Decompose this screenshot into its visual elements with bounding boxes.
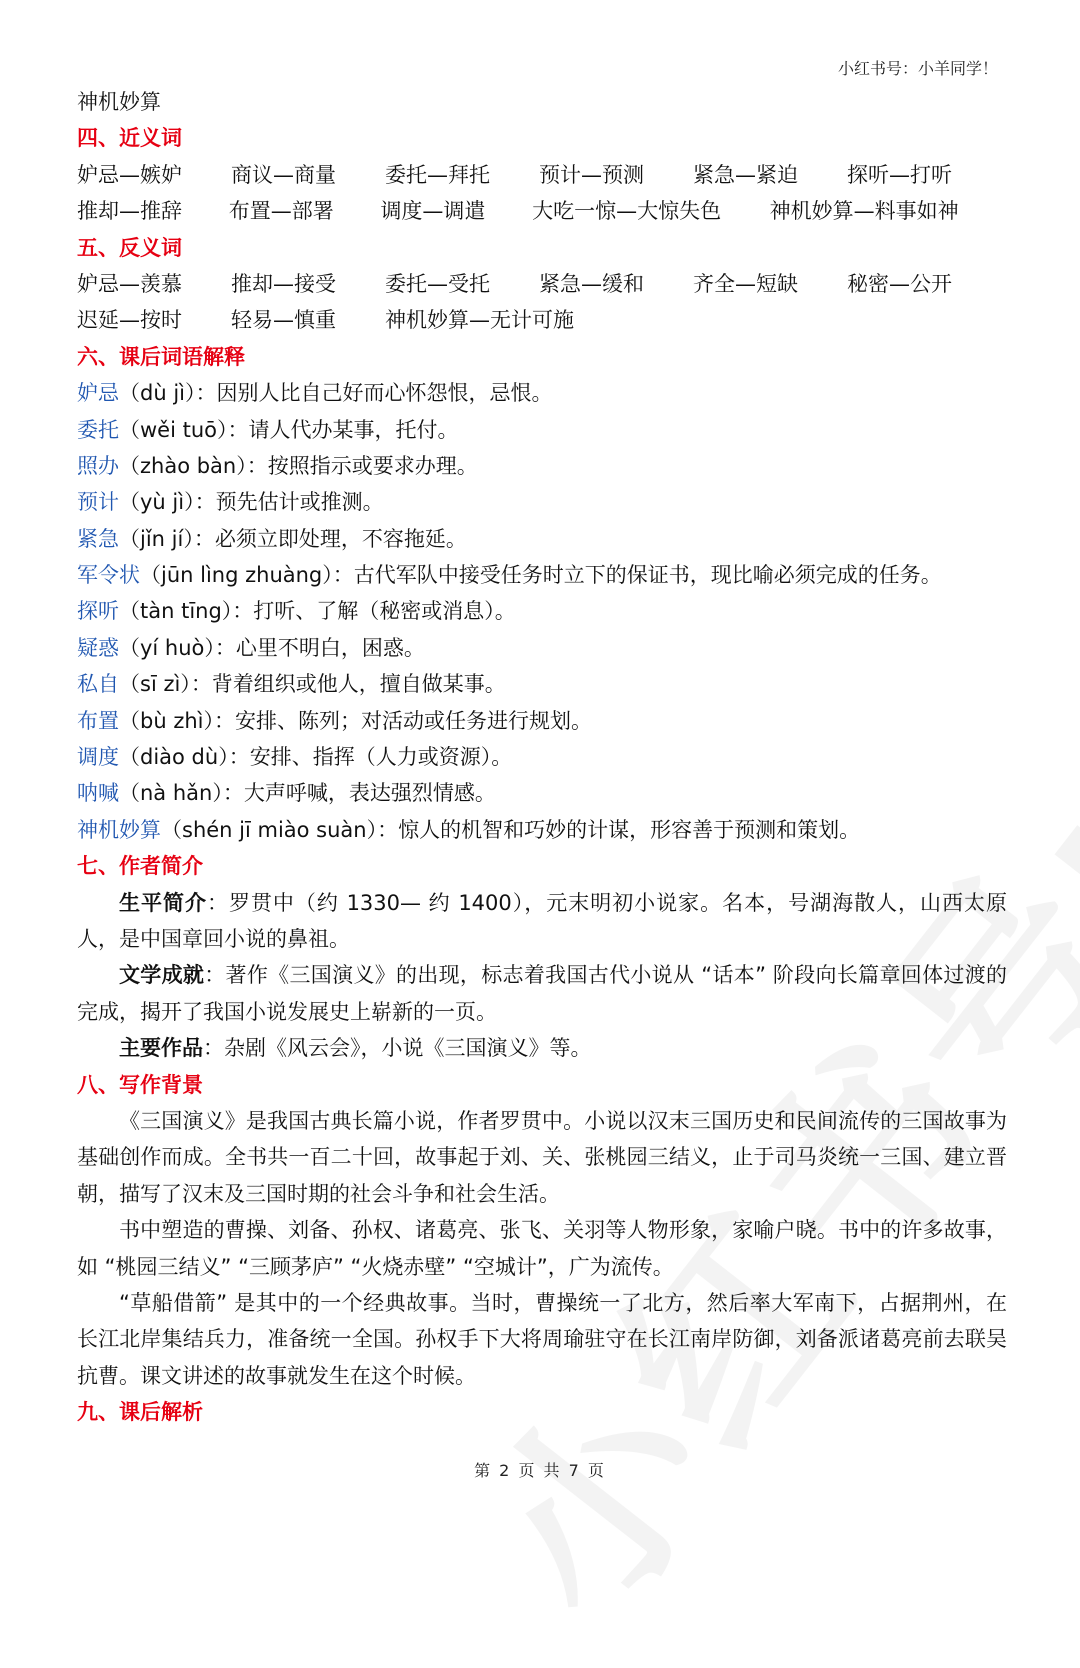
vocab-definition: ：必须立即处理，不容拖延。	[193, 526, 467, 551]
antonyms-row-1	[77, 266, 1007, 302]
vocab-definition: ：古代军队中接受任务时立下的保证书，现比喻必须完成的任务。	[332, 563, 942, 588]
vocab-pinyin: （shén jī miào suàn）	[161, 817, 378, 842]
vocab-pinyin: （jūn lìng zhuàng）	[140, 563, 333, 588]
vocab-definition: ：大声呼喊，表达强烈情感。	[222, 781, 496, 806]
antonym-pair: 妒忌—羡慕	[77, 271, 182, 296]
author-life-paragraph	[77, 885, 1007, 958]
synonym-pair: 推却—推辞	[77, 199, 182, 224]
vocab-term: 照办	[77, 453, 119, 478]
header-note: 小红书号：小羊同学！	[837, 59, 998, 78]
synonym-pair: 预计—预测	[539, 162, 644, 187]
synonyms-row-2	[77, 193, 1007, 229]
synonym-pair: 妒忌—嫉妒	[77, 162, 182, 187]
vocab-definition: ：安排、陈列；对活动或任务进行规划。	[213, 708, 592, 733]
vocab-pinyin: （bù zhì）	[119, 708, 214, 733]
author-works-text: ：杂剧《风云会》，小说《三国演义》等。	[203, 1036, 592, 1061]
vocab-pinyin: （tàn tīng）	[119, 599, 233, 624]
vocab-item	[77, 448, 1007, 484]
vocab-pinyin: （wěi tuō）	[119, 417, 228, 442]
antonym-pair: 紧急—缓和	[539, 271, 644, 296]
vocab-pinyin: （zhào bàn）	[119, 453, 247, 478]
vocab-item	[77, 812, 1007, 848]
vocab-pinyin: （diào dù）	[119, 745, 229, 770]
vocab-term: 妒忌	[77, 381, 119, 406]
vocab-pinyin: （nà hǎn）	[119, 781, 223, 806]
vocab-item	[77, 703, 1007, 739]
antonym-pair: 轻易—慎重	[231, 308, 336, 333]
author-achievement-label: 文学成就	[119, 963, 205, 988]
vocab-term: 疑惑	[77, 635, 119, 660]
antonym-pair: 齐全—短缺	[693, 271, 798, 296]
synonym-pair: 商议—商量	[231, 162, 336, 187]
antonyms-heading: 五、反义词	[77, 235, 182, 260]
author-life-text: ：罗贯中（约 1330— 约 1400），元末明初小说家。名本，号湖海散人，山西太原人，是中国章回小说的鼻祖。	[77, 890, 1008, 951]
vocab-term: 调度	[77, 745, 119, 770]
background-heading: 八、写作背景	[77, 1072, 203, 1097]
synonym-pair: 委托—拜托	[385, 162, 490, 187]
synonym-pair: 大吃一惊—大惊失色	[532, 199, 722, 224]
vocab-item	[77, 484, 1007, 520]
antonym-pair: 神机妙算—无计可施	[385, 308, 574, 333]
author-achievement-text: ：著作《三国演义》的出现，标志着我国古代小说从 “话本” 阶段向长篇章回体过渡的完成，揭开了我国小说发展史上崭新的一页。	[77, 963, 1008, 1024]
vocab-pinyin: （yù jì）	[119, 490, 195, 515]
antonyms-row-2	[77, 302, 1007, 338]
vocab-item	[77, 775, 1007, 811]
document-body	[77, 84, 1007, 1431]
antonym-pair: 推却—接受	[231, 271, 336, 296]
synonym-pair: 紧急—紧迫	[693, 162, 798, 187]
vocab-item	[77, 666, 1007, 702]
antonym-pair: 迟延—按时	[77, 308, 182, 333]
vocab-item	[77, 739, 1007, 775]
vocab-item	[77, 521, 1007, 557]
vocab-pinyin: （jǐn jí）	[119, 526, 194, 551]
vocab-definition: ：因别人比自己好而心怀怨恨，忌恨。	[195, 381, 553, 406]
vocab-item	[77, 593, 1007, 629]
intro-line: 神机妙算	[77, 90, 161, 114]
author-works-label: 主要作品	[119, 1036, 203, 1061]
vocab-pinyin: （sī zì）	[119, 672, 191, 697]
vocab-term: 呐喊	[77, 781, 119, 806]
vocab-definition: ：背着组织或他人，擅自做某事。	[190, 672, 506, 697]
vocab-definition: ：预先估计或推测。	[194, 490, 384, 515]
vocab-definition: ：惊人的机智和巧妙的计谋，形容善于预测和策划。	[377, 817, 861, 842]
vocab-definition: ：打听、了解（秘密或消息）。	[232, 599, 516, 624]
synonym-pair: 神机妙算—料事如神	[769, 199, 959, 224]
author-works-paragraph	[77, 1030, 1007, 1066]
antonym-pair: 委托—受托	[385, 271, 490, 296]
synonym-pair: 调度—调遣	[380, 199, 486, 224]
synonyms-heading: 四、近义词	[77, 126, 182, 151]
vocab-term: 委托	[77, 417, 119, 442]
vocab-item	[77, 412, 1007, 448]
synonym-pair: 探听—打听	[847, 162, 952, 187]
background-paragraph-1: 《三国演义》是我国古典长篇小说，作者罗贯中。小说以汉末三国历史和民间流传的三国故事为基础创作而成。全书共一百二十回，故事起于刘、关、张桃园三结义，止于司马炎统一三国、建立晋朝，描写了汉末及三国时期的社会斗争和社会生活。	[77, 1109, 1007, 1206]
author-heading: 七、作者简介	[77, 854, 203, 879]
author-life-label: 生平简介	[119, 890, 207, 915]
vocab-definition: ：请人代办某事，托付。	[227, 417, 459, 442]
vocab-term: 探听	[77, 599, 119, 624]
author-achievement-paragraph	[77, 957, 1007, 1030]
vocab-pinyin: （yí huò）	[119, 635, 215, 660]
vocab-item	[77, 630, 1007, 666]
analysis-heading: 九、课后解析	[77, 1400, 203, 1425]
vocab-term: 神机妙算	[77, 817, 161, 842]
vocab-definition: ：安排、指挥（人力或资源）。	[228, 745, 513, 770]
vocab-item	[77, 557, 1007, 593]
vocab-pinyin: （dù jì）	[119, 381, 196, 406]
page-footer: 第 2 页 共 7 页	[474, 1461, 606, 1480]
synonyms-row-1	[77, 157, 1007, 193]
vocab-term: 预计	[77, 490, 119, 515]
background-paragraph-3: “草船借箭” 是其中的一个经典故事。当时，曹操统一了北方，然后率大军南下，占据荆州，在长江北岸集结兵力，准备统一全国。孙权手下大将周瑜驻守在长江南岸防御，刘备派诸葛亮前去联吴抗曹。课文讲述的故事就发生在这个时候。	[77, 1291, 1007, 1388]
vocab-term: 布置	[77, 708, 119, 733]
vocab-item	[77, 375, 1007, 411]
vocab-term: 私自	[77, 672, 119, 697]
background-paragraph-2: 书中塑造的曹操、刘备、孙权、诸葛亮、张飞、关羽等人物形象，家喻户晓。书中的许多故事，如 “桃园三结义” “三顾茅庐” “火烧赤壁” “空城计”，广为流传。	[77, 1218, 1007, 1279]
antonym-pair: 秘密—公开	[847, 271, 952, 296]
vocab-term: 军令状	[77, 563, 140, 588]
vocab-term: 紧急	[77, 526, 119, 551]
vocab-definition: ：心里不明白，困惑。	[214, 635, 425, 660]
vocab-definition: ：按照指示或要求办理。	[246, 453, 478, 478]
vocab-heading: 六、课后词语解释	[77, 344, 245, 369]
synonym-pair: 布置—部署	[228, 199, 334, 224]
